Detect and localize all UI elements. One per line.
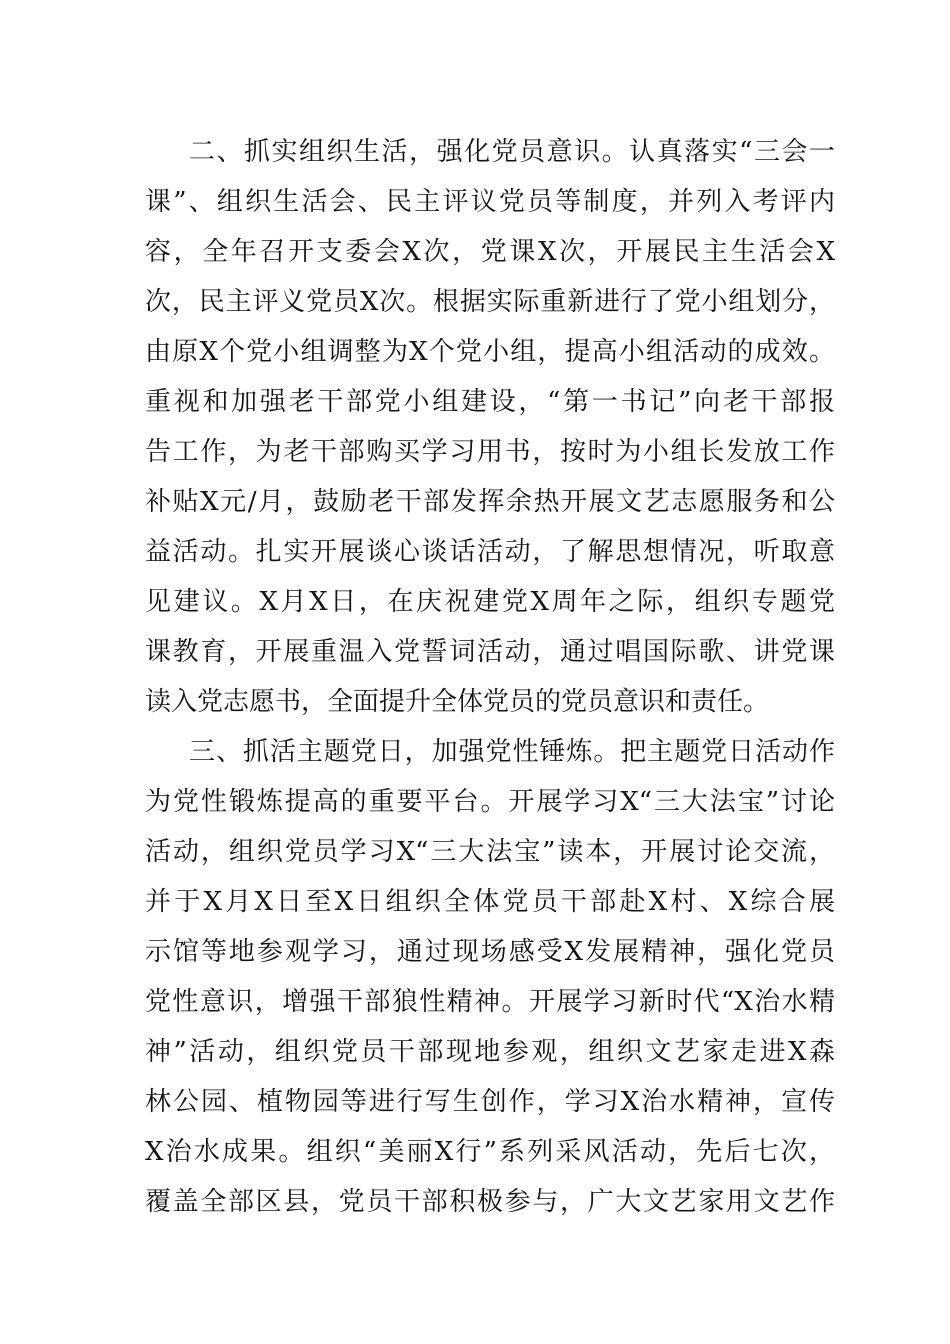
text-line: 课教育，开展重温入党誓词活动，通过唱国际歌、讲党课: [145, 637, 835, 667]
text-line: 补贴X元/月，鼓励老干部发挥余热开展文艺志愿服务和公: [145, 487, 835, 517]
text-line: X治水成果。组织“美丽X行”系列采风活动，先后七次，: [145, 1137, 835, 1167]
text-line: 示馆等地参观学习，通过现场感受X发展精神，强化党员: [145, 937, 835, 967]
text-line: 读入党志愿书，全面提升全体党员的党员意识和责任。: [145, 687, 770, 717]
text-line: 活动，组织党员学习X“三大法宝”读本，开展讨论交流，: [145, 837, 835, 867]
text-line: 由原X个党小组调整为X个党小组，提高小组活动的成效。: [145, 337, 835, 367]
text-line: 益活动。扎实开展谈心谈话活动，了解思想情况，听取意: [145, 537, 835, 567]
text-line: 二、抓实组织生活，强化党员意识。认真落实“三会一: [189, 137, 835, 167]
text-line: 为党性锻炼提高的重要平台。开展学习X“三大法宝”讨论: [145, 787, 835, 817]
text-line: 神”活动，组织党员干部现地参观，组织文艺家走进X森: [145, 1037, 835, 1067]
text-line: 党性意识，增强干部狼性精神。开展学习新时代“X治水精: [145, 987, 835, 1017]
text-line: 并于X月X日至X日组织全体党员干部赴X村、X综合展: [145, 887, 835, 917]
text-line: 课”、组织生活会、民主评议党员等制度，并列入考评内: [145, 187, 835, 217]
text-line: 次，民主评义党员X次。根据实际重新进行了党小组划分，: [145, 287, 835, 317]
text-line: 林公园、植物园等进行写生创作，学习X治水精神，宣传: [145, 1087, 835, 1117]
text-line: 告工作，为老干部购买学习用书，按时为小组长发放工作: [145, 437, 835, 467]
text-line: 三、抓活主题党日，加强党性锤炼。把主题党日活动作: [189, 737, 835, 767]
text-line: 容，全年召开支委会X次，党课X次，开展民主生活会X: [145, 237, 835, 267]
text-line: 见建议。X月X日，在庆祝建党X周年之际，组织专题党: [145, 587, 835, 617]
text-line: 重视和加强老干部党小组建设，“第一书记”向老干部报: [145, 387, 835, 417]
text-line: 覆盖全部区县，党员干部积极参与，广大文艺家用文艺作: [145, 1187, 835, 1217]
